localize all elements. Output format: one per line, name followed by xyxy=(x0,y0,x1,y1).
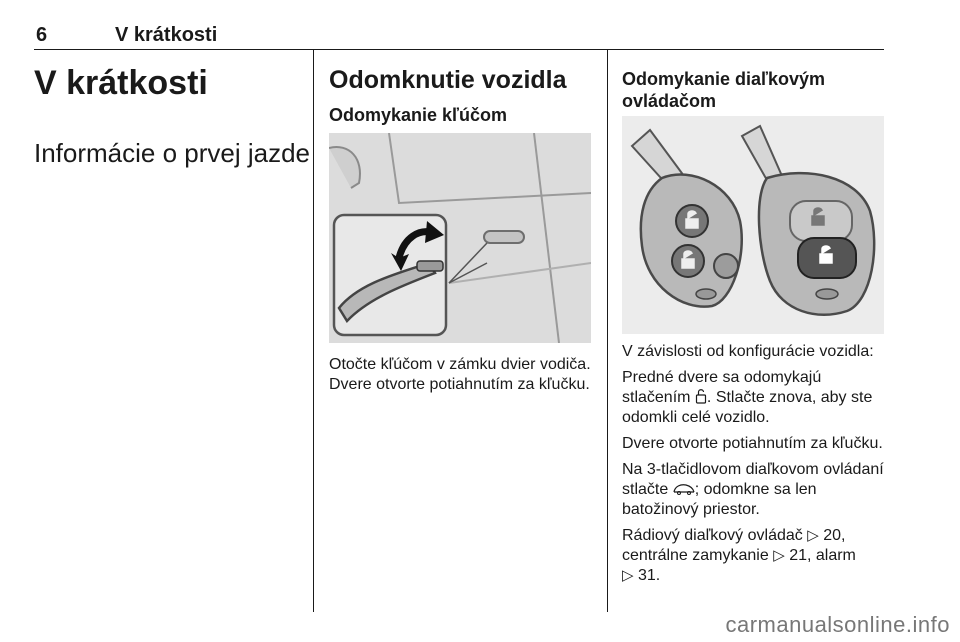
paragraph-4 xyxy=(622,460,887,520)
right-heading-line2: ovládačom xyxy=(622,91,717,111)
chapter-title: V krátkosti xyxy=(34,64,208,102)
page-reference-arrow-icon: ▷ xyxy=(622,567,634,584)
page-number: 6 xyxy=(36,24,48,46)
middle-subheading: Odomykanie kľúčom xyxy=(329,105,507,125)
paragraph-5-text-d: . xyxy=(655,567,661,584)
key-unlock-illustration xyxy=(329,133,591,343)
paragraph-2 xyxy=(622,368,887,428)
page-ref-remote[interactable]: 20 xyxy=(823,527,841,544)
paragraph-4-text-b: ; odomkne sa len batožinový priestor. xyxy=(622,481,817,518)
paragraph-2-text-a: Predné dvere sa odomykajú stlačením xyxy=(622,369,822,406)
paragraph-2-text-b: . Stlačte znova, aby ste odomkli celé vozidlo. xyxy=(622,389,873,426)
paragraph-5-text-a: Rádiový diaľkový ovládač xyxy=(622,527,808,544)
page-ref-central-locking[interactable]: 21 xyxy=(789,547,807,564)
running-header-title: V krátkosti xyxy=(115,24,218,46)
middle-caption: Otočte kľúčom v zámku dvier vodiča. Dvere otvorte potiahnutím za kľučku. xyxy=(329,356,591,393)
remote-key-illustration xyxy=(622,116,884,334)
car-trunk-icon xyxy=(673,483,695,495)
page-ref-alarm[interactable]: 31 xyxy=(638,567,656,584)
column-divider-1 xyxy=(313,50,314,612)
right-heading-line1: Odomykanie diaľkovým xyxy=(622,69,826,89)
header-rule xyxy=(34,49,884,50)
paragraph-3: Dvere otvorte potiahnutím za kľučku. xyxy=(622,435,883,452)
column-divider-2 xyxy=(607,50,608,612)
page-reference-arrow-icon: ▷ xyxy=(773,547,785,564)
section-title: Informácie o prvej jazde xyxy=(34,138,311,168)
paragraph-5-text-b: , centrálne zamykanie xyxy=(622,527,846,564)
right-heading xyxy=(622,68,882,112)
paragraph-5 xyxy=(622,526,887,586)
paragraph-1: V závislosti od konfigurácie vozidla: xyxy=(622,343,874,360)
paragraph-5-text-c: , alarm xyxy=(806,547,856,564)
footer-watermark: carmanualsonline.info xyxy=(725,612,950,637)
middle-heading: Odomknutie vozidla xyxy=(329,66,567,94)
unlock-icon xyxy=(695,388,707,404)
paragraph-4-text-a: Na 3-tlačidlovom diaľkovom ovládaní stlačte xyxy=(622,461,884,498)
right-body-text xyxy=(622,342,887,592)
page-reference-arrow-icon: ▷ xyxy=(807,527,819,544)
